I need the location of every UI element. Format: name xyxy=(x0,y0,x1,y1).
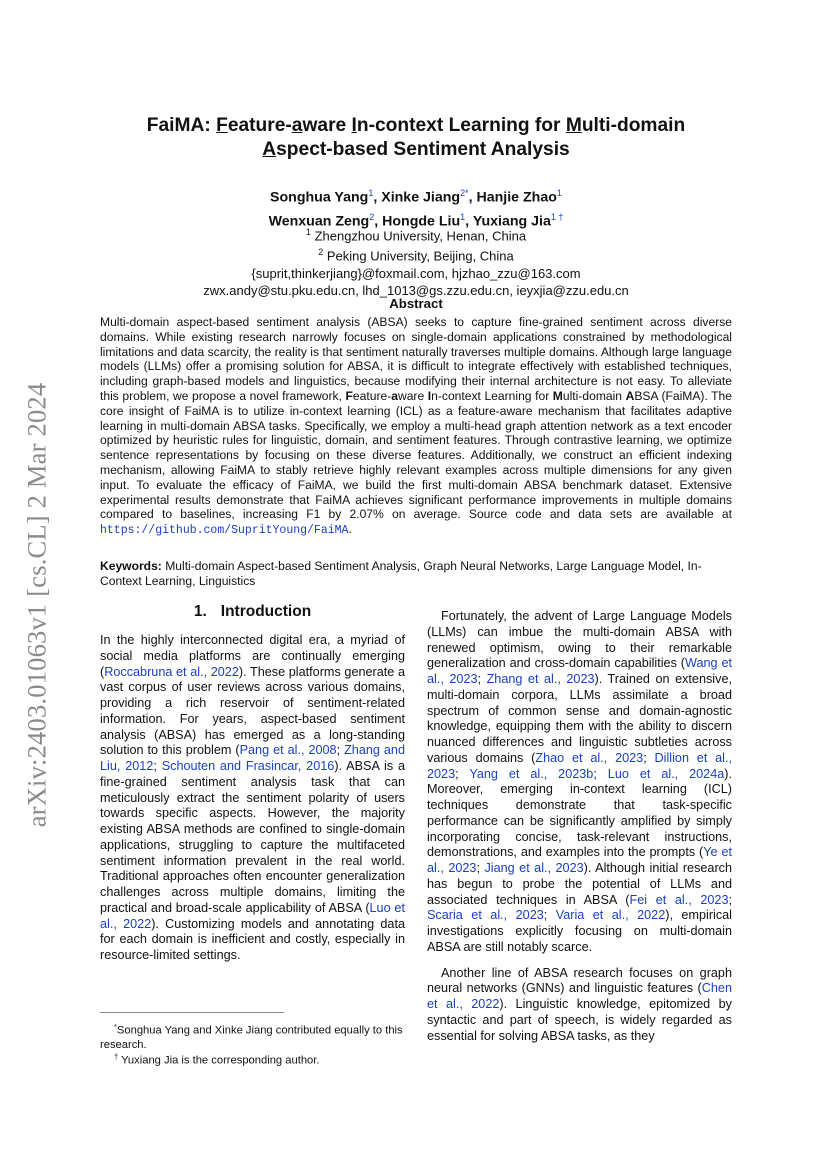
citation-link[interactable]: Zhang and Liu, 2012 xyxy=(100,743,405,773)
text-run: ; xyxy=(543,908,556,923)
text-run: ; xyxy=(643,750,655,765)
citation-link[interactable]: Ye et al., 2023 xyxy=(427,845,732,875)
left-paragraph-1 xyxy=(100,633,405,964)
text-run: ). Although initial research has begun to probe the potential of LLMs and associated techniques in ABSA ( xyxy=(427,861,733,907)
text-run: n-context Learning for xyxy=(431,388,553,403)
text-run: ). ABSA is a fine-grained sentiment analysis task that can meticulously extract the sentiment polarity of users towards specific aspects. However, the majority existing ABSA methods are confined to single-domain applications, struggling to capture the multifaceted sentiment information prevalent in the real world. Traditional approaches often encounter generalization challenges across multiple domains, limiting the practical and broad-scale applicability of ABSA ( xyxy=(100,759,406,915)
text-run: . xyxy=(348,522,352,537)
section-heading-introduction xyxy=(100,603,405,621)
affiliation-1: $^1$ Zhengzhou University, Henan, China xyxy=(305,227,527,244)
citation-link[interactable]: Dillion et al., 2023 xyxy=(427,750,733,781)
text-run: ). Moreover, emerging in-context learning (ICL) techniques demonstrate that task-specific performance can be significantly amplified by simply incorporating concise, task-relevant instructions, demonstrations, and examples into the prompts ( xyxy=(427,766,733,860)
abstract-text xyxy=(100,315,732,539)
affiliations xyxy=(100,224,732,299)
abstract-heading: Abstract xyxy=(389,296,443,311)
text-run: ; xyxy=(153,759,162,773)
text-run: I xyxy=(351,115,357,136)
text-run: A xyxy=(625,388,635,403)
title-line-2 xyxy=(100,138,732,162)
text-run: ; xyxy=(455,766,470,781)
section-number: 1. xyxy=(193,603,207,620)
text-run: ). Customizing models and annotating data for each domain is inefficient and costly, especially in resource-limited settings. xyxy=(100,916,405,962)
abstract-body xyxy=(100,315,732,539)
arxiv-stamp xyxy=(12,370,62,840)
citation-link[interactable]: Yang et al., 2023b xyxy=(469,766,594,781)
text-run: n-context Learning for xyxy=(356,115,566,136)
text-run: spect-based Sentiment Analysis xyxy=(276,139,570,160)
text-run: In the highly interconnected digital era, a myriad of social media platforms are continually emerging ( xyxy=(100,633,405,679)
email-line-1: {suprit,thinkerjiang}@foxmail.com, hjzhao_zzu@163.com xyxy=(251,265,581,281)
author-affiliation-mark: 1 xyxy=(556,188,562,198)
text-run: ulti-domain xyxy=(581,115,686,136)
citation-link[interactable]: Fei et al., 2023 xyxy=(629,892,729,907)
text-run: ; xyxy=(476,861,485,875)
author-affiliation-mark: 2 xyxy=(369,211,375,222)
affiliation-2: $^2$ Peking University, Beijing, China xyxy=(318,247,514,264)
text-run: Multi-domain aspect-based sentiment analysis (ABSA) seeks to capture fine-grained sentiment across diverse domains. While existing research narrowly focuses on single-domain applications constrained by methodological limitations and data scarcity, the reality is that sentiment naturally traverses multiple domains. Although large language models (LLMs) offer a promising solution for ABSA, it is difficult to integrate effectively with established techniques, including graph-based models and linguistics, because modifying their internal architecture is not easy. To alleviate this problem, we propose a novel framework, xyxy=(100,315,732,403)
text-run: ). Trained on extensive, multi-domain corpora, LLMs assimilate a broad spectrum of common sense and domain-agnostic knowledge, equipping them with the ability to discern nuanced differences and linguistic subtleties across various domains ( xyxy=(427,672,732,765)
citation-link[interactable]: Zhao et al., 2023 xyxy=(535,750,644,765)
text-run: A xyxy=(262,139,277,160)
title-line-1 xyxy=(100,114,732,138)
text-run: a xyxy=(391,388,398,403)
text-run: Another line of ABSA research focuses on graph neural networks (GNNs) and linguistic features ( xyxy=(427,965,732,996)
keywords-text: Multi-domain Aspect-based Sentiment Analysis, Graph Neural Networks, Large Language Model, In-Context Learning, Linguistics xyxy=(100,559,702,588)
citation-link[interactable]: Luo et al., 2024a xyxy=(607,766,725,781)
author-name: Songhua Yang xyxy=(270,189,369,206)
right-paragraph-1 xyxy=(427,609,732,956)
text-run: F xyxy=(345,388,353,403)
text-run: a xyxy=(291,115,303,136)
text-run: F xyxy=(216,115,228,136)
right-paragraph-2 xyxy=(427,966,732,1045)
citation-link[interactable]: Wang et al., 2023 xyxy=(427,656,732,686)
author-affiliation-mark: 1 xyxy=(368,188,374,198)
text-run: ware xyxy=(397,388,428,403)
email-line-2: zwx.andy@stu.pku.edu.cn, lhd_1013@gs.zzu.edu.cn, ieyxjia@zzu.edu.cn xyxy=(203,282,629,298)
citation-link[interactable]: Scaria et al., 2023 xyxy=(427,908,544,923)
right-column xyxy=(427,609,732,1044)
citation-link[interactable]: Zhang et al., 2023 xyxy=(486,672,595,686)
citation-link[interactable]: Schouten and Frasincar, 2016 xyxy=(161,759,335,773)
author-affiliation-mark: 1 † xyxy=(550,211,564,222)
author-name: Yuxiang Jia xyxy=(472,213,551,230)
left-column xyxy=(100,633,405,964)
text-run: eature- xyxy=(227,115,292,136)
arxiv-stamp-text: arXiv:2403.01063v1 [cs.CL] 2 Mar 2024 xyxy=(21,382,52,828)
author-name: Hongde Liu xyxy=(382,213,461,230)
citation-link[interactable]: Roccabruna et al., 2022 xyxy=(104,664,239,679)
author-name: Xinke Jiang xyxy=(381,189,461,206)
text-run: Fortunately, the advent of Large Language Models (LLMs) can imbue the multi-domain ABSA with renewed optimism, owing to their remarkable generalization and cross-domain capabilities ( xyxy=(427,609,732,671)
author-name: Hanjie Zhao xyxy=(476,189,557,206)
author-affiliation-mark: 2* xyxy=(460,188,469,198)
citation-link[interactable]: Chen et al., 2022 xyxy=(427,981,732,1011)
paper-title xyxy=(100,114,732,162)
citation-link[interactable]: Pang et al., 2008 xyxy=(239,743,337,758)
author-name: Wenxuan Zeng xyxy=(268,213,370,230)
footnote-1: *Songhua Yang and Xinke Jiang contributed equally to this research. xyxy=(100,1022,403,1051)
text-run: ). These platforms generate a vast corpus of user reviews across various domains, providing a rich reservoir of sentiment-related information. For years, aspect-based sentiment analysis (ABSA) has emerged as a long-standing solution to this problem ( xyxy=(100,664,405,758)
code-url-link[interactable]: https://github.com/SupritYoung/FaiMA xyxy=(100,524,349,538)
footnote-rule xyxy=(100,1012,284,1013)
author-affiliation-mark: 1 xyxy=(460,211,466,222)
text-run: I xyxy=(427,388,432,403)
citation-link[interactable]: Jiang et al., 2023 xyxy=(484,861,584,875)
text-run: BSA (FaiMA). The core insight of FaiMA is to utilize in-context learning (ICL) as a feature-aware mechanism that facilitates adaptive learning in multi-domain ABSA tasks. Specifically, we employ a multi-head graph attention network as a text encoder optimized by heuristic rules for linguistic, domain, and sentiment features. Through contrastive learning, we optimize sentence representations by focusing on these diverse features. Additionally, we construct an efficient indexing mechanism, allowing FaiMA to stably retrieve highly relevant examples across multiple dimensions for any given input. To evaluate the efficacy of FaiMA, we build the first multi-domain ABSA benchmark dataset. Extensive experimental results demonstrate that FaiMA achieves significant performance improvements in multiple domains compared to baselines, increasing F1 by 2.07% on average. Source code and data sets are available at xyxy=(100,388,733,522)
authors-line-2: Wenxuan Zeng$^2$, Hongde Liu$^1$, Yuxiang Jia$^{1 \dagger}$ xyxy=(268,211,564,230)
text-run: eature- xyxy=(352,388,392,403)
footnote-2: † Yuxiang Jia is the corresponding author. xyxy=(114,1052,320,1067)
text-run: M xyxy=(552,388,563,403)
text-run: ), empirical investigations explicitly focusing on multi-domain ABSA are still notably scarce. xyxy=(427,908,732,954)
text-run: FaiMA: xyxy=(146,115,217,136)
citation-link[interactable]: Luo et al., 2022 xyxy=(100,900,405,931)
text-run: ; xyxy=(593,766,608,781)
keywords-label: Keywords: xyxy=(100,559,162,573)
text-run: ; xyxy=(477,672,487,686)
text-run: ). Linguistic knowledge, epitomized by syntactic and part of speech, is widely regarded as essential for solving ABSA tasks, as they xyxy=(427,997,732,1043)
text-run: ; xyxy=(728,892,733,907)
text-run: M xyxy=(565,115,582,136)
text-run: ; xyxy=(336,743,345,758)
text-run: ware xyxy=(302,115,352,136)
text-run: ulti-domain xyxy=(562,388,626,403)
authors-line-1: Songhua Yang$^1$, Xinke Jiang$^{2*}$, Hanjie Zhao$^1$ xyxy=(270,188,562,206)
section-title: Introduction xyxy=(220,603,312,620)
keywords xyxy=(100,559,732,589)
citation-link[interactable]: Varia et al., 2022 xyxy=(555,908,666,923)
